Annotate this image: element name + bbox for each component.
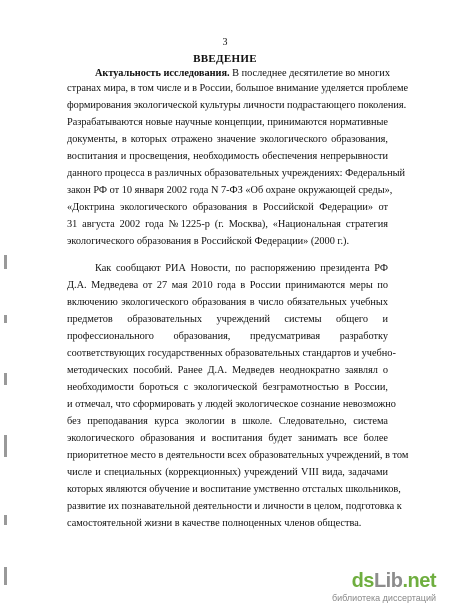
paragraph-2-line: соответствующих государственных образовательных стандартов и учебно-	[67, 348, 396, 359]
lead-label: Актуальность исследования.	[95, 68, 230, 79]
lead-text: В последнее десятилетие во многих	[229, 68, 390, 79]
scan-margin-marks	[4, 255, 10, 605]
paragraph-2-line: и отмечал, что сформировать у людей экологическое сознание невозможно	[67, 399, 396, 410]
page-number: 3	[222, 37, 228, 48]
paragraph-2-line: включению экологического образования в число обязательных учебных	[67, 297, 388, 308]
paragraph-2-line: предметов образовательных учреждений системы общего и	[67, 314, 388, 325]
paragraph-2-line: самостоятельной жизни в качестве полноценных членов общества.	[67, 518, 362, 529]
paragraph-2-line: профессионального образования, предусматривая разработку	[67, 331, 388, 342]
paragraph-2-line: развитие их познавательной деятельности и личности в целом, подготовка к	[67, 501, 402, 512]
paragraph-2-line: методических пособий. Ранее Д.А. Медведев неоднократно заявлял о	[67, 365, 388, 376]
paragraph-1-line: закон РФ от 10 января 2002 года N 7-ФЗ «Об охране окружающей среды»,	[67, 185, 393, 196]
paragraph-1-line: «Доктрина экологического образования в Российской Федерации» от	[67, 202, 388, 213]
paragraph-2-line: числе и специальных (коррекционных) учреждений VIII вида, задачами	[67, 467, 388, 478]
dslib-watermark	[326, 570, 436, 606]
paragraph-2-line: Как сообщают РИА Новости, по распоряжению президента РФ	[95, 263, 388, 274]
paragraph-1-line: данного процесса в различных образовательных учреждениях: Федеральный	[67, 168, 406, 179]
watermark-subtitle: библиотека диссертаций	[331, 593, 436, 603]
paragraph-1-line: воспитания и просвещения, необходимость обеспечения непрерывности	[67, 151, 388, 162]
paragraph-1-line: экологического образования в Российской Федерации» (2000 г.).	[67, 236, 350, 247]
paragraph-1-line: Разрабатываются новые научные концепции, принимаются нормативные	[67, 117, 388, 128]
dslib-logo: dsLib.net	[351, 570, 436, 592]
paragraph-2-line: приоритетное место в деятельности всех образовательных учреждений, в том	[67, 450, 409, 461]
paragraph-2-line: Д.А. Медведева от 27 мая 2010 года в России принимаются меры по	[67, 280, 388, 291]
paragraph-2-line: без преподавания курса экологии в школе. Следовательно, система	[67, 416, 388, 427]
paragraph-2-line: которых являются обучение и воспитание умственно отсталых школьников,	[67, 484, 401, 495]
paragraph-1-line: странах мира, в том числе и в России, большое внимание уделяется проблеме	[67, 83, 409, 94]
paragraph-1-line: документы, в которых отражено значение экологического образования,	[67, 134, 388, 145]
paragraph-1-line-0	[95, 67, 388, 80]
section-heading: ВВЕДЕНИЕ	[193, 53, 257, 65]
paragraph-1-line: 31 августа 2002 года №1225-р (г. Москва), «Национальная стратегия	[67, 219, 388, 230]
paragraph-1-line: формирования экологической культуры личности подрастающего поколения.	[67, 100, 407, 111]
paragraph-2-line: экологического образования и воспитания будет занимать все более	[67, 433, 388, 444]
paragraph-2-line: необходимости бороться с экологической безграмотностью в России,	[67, 382, 388, 393]
